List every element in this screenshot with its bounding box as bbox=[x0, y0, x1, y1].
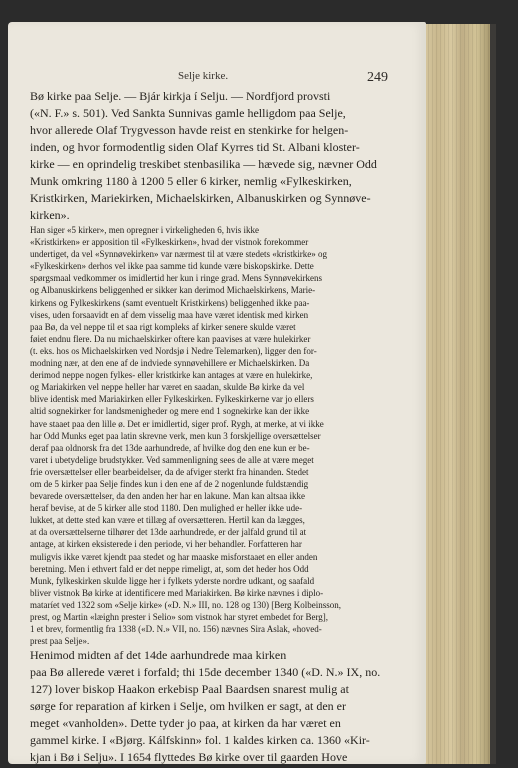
text-line: deraf paa oldnorsk fra det 13de aarhundrede, af hvilke dog den ene kun er be- bbox=[30, 442, 310, 453]
paragraph-3 bbox=[30, 647, 380, 766]
text-line: spørgsmaal vedkommer os imidlertid her kun i ringe grad. Mens Synnøvekirkens bbox=[30, 273, 323, 284]
text-line: altid sognekirker for landsmenigheder og mere end 1 sognekirke kan der ikke bbox=[30, 406, 310, 417]
text-line: paa Bø allerede været i forfald; thi 15de december 1340 («D. N.» IX, no. bbox=[30, 665, 381, 680]
text-line: Han siger «5 kirker», men opregner i virkeligheden 6, hvis ikke bbox=[30, 225, 259, 235]
text-line: have staaet paa den lille ø. Det er imidlertid, siger prof. Rygh, at merke, at vi ikke bbox=[30, 418, 324, 429]
page-header bbox=[38, 70, 388, 90]
text-line: undertiget, da vel «Synnøvekirken» var nærmest til at være stedets «kristkirke» og bbox=[30, 249, 327, 260]
page-block-edge bbox=[420, 24, 496, 764]
text-line: at da oversættelserne tilhører det 13de aarhundrede, er der jalfald grund til at bbox=[30, 527, 307, 538]
text-line: derimod neppe nogen fylkes- eller kristkirke kan antages at være en hulekirke, bbox=[30, 370, 313, 381]
text-line: vises, uden forsaavidt en af dem visselig maa have været identisk med kirken bbox=[30, 309, 309, 320]
text-line: føiet endnu flere. Da nu michaelskirker oftere kan paavises at være hulekirker bbox=[30, 333, 311, 344]
text-line: kirkens og Fylkeskirkens (samt eventuelt Kristkirkens) beliggenhed ikke paa- bbox=[30, 297, 310, 308]
text-line: hvor allerede Olaf Trygvesson havde reist en stenkirke for helgen- bbox=[30, 123, 349, 137]
text-line: varet i ubetydelige brudstykker. Ved sammenligning sees de alle at være meget bbox=[30, 454, 314, 465]
text-line: 1 et brev, formentlig fra 1338 («D. N.» VII, no. 156) nævnes Sira Aslak, «hoved- bbox=[30, 624, 322, 635]
text-line: bevarede oversættelser, da den anden her har en lakune. Man kan altsaa ikke bbox=[30, 491, 306, 502]
text-line: «Fylkeskirken» derhos vel ikke paa samme tid kunde være biskopskirke. Dette bbox=[30, 261, 314, 272]
text-line: kirken». bbox=[30, 208, 70, 222]
text-line: inden, og hvor formodentlig siden Olaf Kyrres tid St. Albani kloster- bbox=[30, 140, 360, 154]
body-text bbox=[30, 88, 381, 765]
book-page bbox=[8, 22, 426, 764]
paragraph-2-fine-print bbox=[30, 224, 380, 647]
text-line: og Mariakirken vel neppe heller har været en saadan, skulde Bø kirke da vel bbox=[30, 382, 305, 393]
text-line: mataríet ved 1322 som «Selje kirke» («D. N.» III, no. 128 og 130) [Berg Kolbeinsson, bbox=[30, 599, 342, 610]
text-line: prest, og Martin «læighn prester i Selio» som vistnok har styret embedet for Berg], bbox=[30, 612, 329, 622]
text-line: lukket, at dette sted kan være et tillæg af oversætteren. Hertil kan da lægges, bbox=[30, 515, 305, 526]
text-line: bliver vistnok Bø kirke at identificere med Mariakirken. Bø kirke nævnes i diplo- bbox=[30, 587, 324, 598]
text-line: sørge for reparation af kirken i Selje, om hvilken er sagt, at den er bbox=[30, 699, 347, 714]
text-line: kirke — en oprindelig treskibet stenbasilika — hævede sig, nævner Odd bbox=[30, 157, 377, 171]
text-line: har Odd Munks eget paa latin skrevne verk, men kun 3 forskjellige oversættelser bbox=[30, 430, 321, 441]
text-line: Bø kirke paa Selje. — Bjár kirkja í Selju. — Nordfjord provsti bbox=[30, 89, 331, 103]
paragraph-1 bbox=[30, 88, 380, 224]
text-line: antage, at kirken eksisterede i den periode, vi her behandler. Forfatteren har bbox=[30, 539, 302, 550]
running-head: Selje kirke. bbox=[178, 70, 229, 82]
text-line: («N. F.» s. 501). Ved Sankta Sunnivas gamle helligdom paa Selje, bbox=[30, 106, 346, 120]
text-line: beretning. Men i ethvert fald er det neppe rimeligt, at, som det heder hos Odd bbox=[30, 563, 309, 574]
text-line: Kristkirken, Mariekirken, Michaelskirken, Albanuskirken og Synnøve- bbox=[30, 191, 371, 205]
text-line: (t. eks. hos os Michaelskirken ved Nordsjø i Nedre Telemarken), ligger den for- bbox=[30, 345, 317, 356]
text-line: 127) lover biskop Haakon erkebisp Paal Baardsen snarest mulig at bbox=[30, 682, 349, 697]
text-line: heraf bevise, at de 5 kirker alle stod 1180. Den mulighed er heller ikke ude- bbox=[30, 503, 303, 514]
text-line: gammel kirke. I «Bjørg. Kálfskinn» fol. 1 kaldes kirken ca. 1360 «Kir- bbox=[30, 733, 370, 748]
text-line: om de 5 kirker paa Selje findes kun i den ene af de 2 nogenlunde fuldstændig bbox=[30, 478, 309, 489]
text-line: Munk omkring 1180 à 1200 5 eller 6 kirker, nemlig «Fylkeskirken, bbox=[30, 174, 352, 188]
text-line: paa Bø, da vel neppe til et saa rigt kompleks af kirker senere skulde været bbox=[30, 321, 296, 332]
text-line: og Albanuskirkens beliggenhed er sikker kan derimod Michaelskirkens, Marie- bbox=[30, 285, 316, 296]
text-line: kjan i Bø i Selju». I 1654 flyttedes Bø kirke over til gaarden Hove bbox=[30, 750, 348, 765]
page-number: 249 bbox=[367, 70, 388, 85]
text-line: muligvis ikke været kjendt paa stedet og har maaske misforstaaet en eller anden bbox=[30, 551, 318, 562]
text-line: frie oversættelser eller bearbeidelser, da de afviger sterkt fra hinanden. Stedet bbox=[30, 466, 309, 477]
text-line: Henimod midten af det 14de aarhundrede maa kirken bbox=[30, 648, 287, 663]
text-line: prest paa Selje». bbox=[30, 636, 90, 647]
text-line: blive identisk med Mariakirken eller Fylkeskirken. Fylkeskirkerne var jo ellers bbox=[30, 394, 314, 405]
text-line: meget «vanholden». Dette tyder jo paa, at kirken da har været en bbox=[30, 716, 341, 731]
text-line: «Kristkirken» er apposition til «Fylkeskirken», hvad der vistnok forekommer bbox=[30, 237, 309, 248]
text-line: modning nær, at den ene af de indviede synnøvehillere er Michaelskirken. Da bbox=[30, 358, 310, 369]
text-line: Munk, fylkeskirken skulde ligge her i fylkets yderste nordre udkant, og saafald bbox=[30, 575, 315, 586]
